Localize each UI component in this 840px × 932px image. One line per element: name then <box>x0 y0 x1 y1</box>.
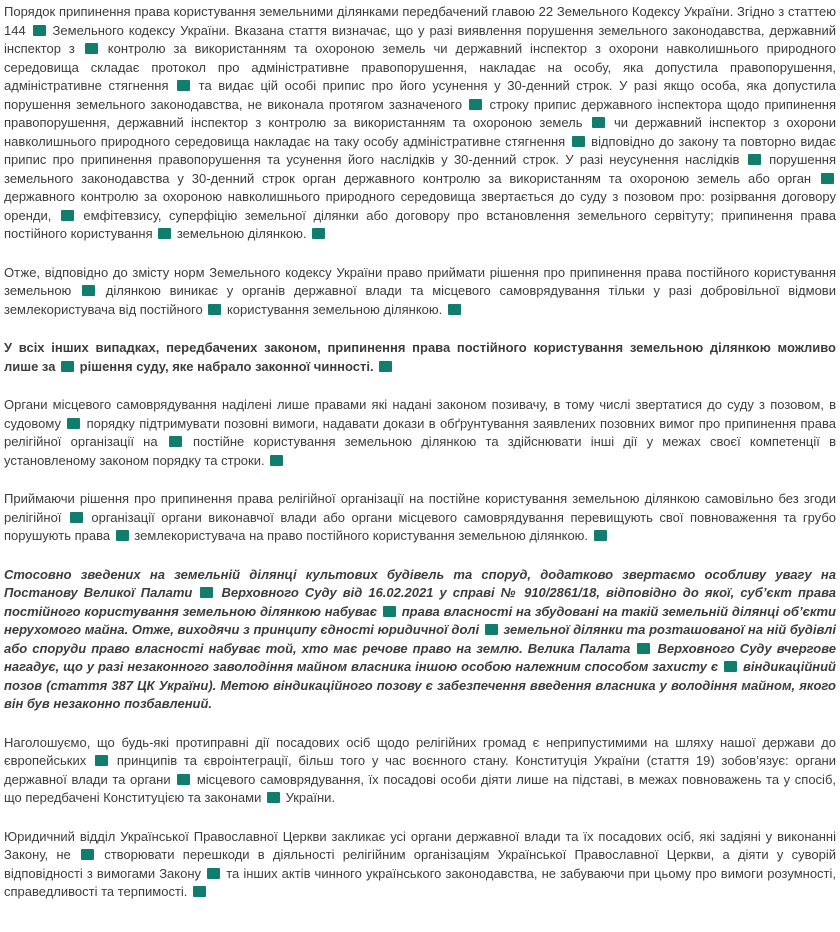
highlight-marker-icon <box>485 624 498 635</box>
highlight-marker-icon <box>207 868 220 879</box>
paragraph: Отже, відповідно до змісту норм Земельного кодексу України право приймати рішення про припинення права постійного користування земельною ділянкою виникає у органів державної влади та місцевого самоврядування тільки у разі добровільної відмови землекористувача від постійного користування земельною ділянкою. <box>4 264 836 317</box>
paragraph: У всіх інших випадках, передбачених законом, припинення права постійного користування земельною ділянкою можливо лише за рішення суду, яке набрало законної чинності. <box>4 340 836 374</box>
highlight-marker-icon <box>61 361 74 372</box>
highlight-marker-icon <box>572 136 585 147</box>
highlight-marker-icon <box>379 361 392 372</box>
highlight-marker-icon <box>821 173 834 184</box>
paragraph: Юридичний відділ Української Православної Церкви закликає усі органи державної влади та їх посадових осіб, які задіяні у виконанні Закону, не створювати перешкоди в діяльності релігійним організаціям Української Православної Церкви, а діяти у суворій відповідності з вимогами Закону та інших актів чинного українського законодавства, не забуваючи при цьому про вимоги розумності, справедливості та терпимості. <box>4 828 837 899</box>
highlight-marker-icon <box>61 210 74 221</box>
highlight-marker-icon <box>748 154 761 165</box>
highlight-marker-icon <box>82 285 95 296</box>
highlight-marker-icon <box>177 80 190 91</box>
highlight-marker-icon <box>33 25 46 36</box>
highlight-marker-icon <box>312 228 325 239</box>
highlight-marker-icon <box>208 304 221 315</box>
paragraph: Стосовно зведених на земельній ділянці культових будівель та споруд, додатково звертаємо особливу увагу на Постанову Великої Палати Верховного Суду від 16.02.2021 у справі № 910/2861/18, відповідно до якої, суб’єкт права постійного користування земельною ділянкою набуває права власності на збудовані на такій земельній ділянці об’єкти нерухомого майна. Отже, виходячи з принципу єдності юридичної долі земельної ділянки та розташованої на ній будівлі або споруди право власності набуває той, хто має речове право на землю. Велика Палата Верховного Суду вчергове нагадує, що у разі незаконного заволодіння майном власника іншою особою належним способом захисту є віндикаційний позов (стаття 387 ЦК України). Метою віндикаційного позову є забезпечення введення власника у володіння майном, якого він був незаконно позбавлений. <box>4 566 836 711</box>
highlight-marker-icon <box>469 99 482 110</box>
paragraph: Органи місцевого самоврядування наділені лише правами які надані законом позивачу, в тому числі звертатися до суду з позовом, в судовому порядку підтримувати позовні вимоги, надавати докази в обґрунтування заявлених позовних вимог про припинення права релігійної організації на постійне користування земельною ділянкою та здійснювати інші дії у межах своєї компетенції в установленому законом порядку та строки. <box>4 397 836 468</box>
paragraph: Порядок припинення права користування земельними ділянками передбачений главою 22 Земельного Кодексу України. Згідно з статтею 144 Земельного кодексу України. Вказана стаття визначає, що у разі виявлення порушення земельного законодавства, державний інспектор з контролю за використанням та охороною земель чи державний інспектор з охорони навколишнього природного середовища складає протокол про адміністративне правопорушення, накладає на особу, яка допустила правопорушення, адміністративне стягнення та видає цій особі припис про його усунення у 30-денний строк. У разі якщо особа, яка допустила порушення земельного законодавства, не виконала протягом зазначеного строку припис державного інспектора щодо припинення правопорушення, державний інспектор з контролю за використанням та охороною земель чи державний інспектор з охорони навколишнього природного середовища накладає на таку особу адміністративне стягнення відповідно до закону та повторно видає припис про припинення правопорушення та усунення його наслідків у 30-денний строк. У разі неусунення наслідків порушення земельного законодавства у 30-денний строк орган державного контролю за використанням та охороною земель або орган державного контролю за охороною навколишнього природного середовища звертається до суду з позовом про: розірвання договору оренди, емфітевзису, суперфіцію земельної ділянки або договору про встановлення земельного сервітуту; припинення права постійного користування земельною ділянкою. <box>4 4 837 241</box>
highlight-marker-icon <box>193 886 206 897</box>
highlight-marker-icon <box>67 418 80 429</box>
highlight-marker-icon <box>81 849 94 860</box>
highlight-marker-icon <box>637 643 650 654</box>
highlight-marker-icon <box>270 455 283 466</box>
highlight-marker-icon <box>116 530 129 541</box>
highlight-marker-icon <box>177 774 190 785</box>
highlight-marker-icon <box>70 512 83 523</box>
highlight-marker-icon <box>158 228 171 239</box>
highlight-marker-icon <box>85 43 98 54</box>
highlight-marker-icon <box>169 436 182 447</box>
highlight-marker-icon <box>594 530 607 541</box>
paragraph: Приймаючи рішення про припинення права релігійної організації на постійне користування земельною ділянкою самовільно без згоди релігійної організації органи виконавчої влади або органи місцевого самоврядування перевищують свої повноваження та грубо порушують права землекористувача на право постійного користування земельною ділянкою. <box>4 491 837 543</box>
highlight-marker-icon <box>383 606 396 617</box>
highlight-marker-icon <box>592 117 605 128</box>
highlight-marker-icon <box>267 792 280 803</box>
highlight-marker-icon <box>200 587 213 598</box>
highlight-marker-icon <box>95 755 108 766</box>
highlight-marker-icon <box>724 661 737 672</box>
highlight-marker-icon <box>448 304 461 315</box>
paragraph: Наголошуємо, що будь-які протиправні дії посадових осіб щодо релігійних громад є неприпустимими на шляху нашої держави до європейських принципів та євроінтеграції, більш того у час воєнного стану. Конституція України (стаття 19) зобов’язує: органи державної влади та органи місцевого самоврядування, їх посадові особи діяти лише на підставі, в межах повноважень та у спосіб, що передбачені Конституцією та законами України. <box>4 734 837 805</box>
